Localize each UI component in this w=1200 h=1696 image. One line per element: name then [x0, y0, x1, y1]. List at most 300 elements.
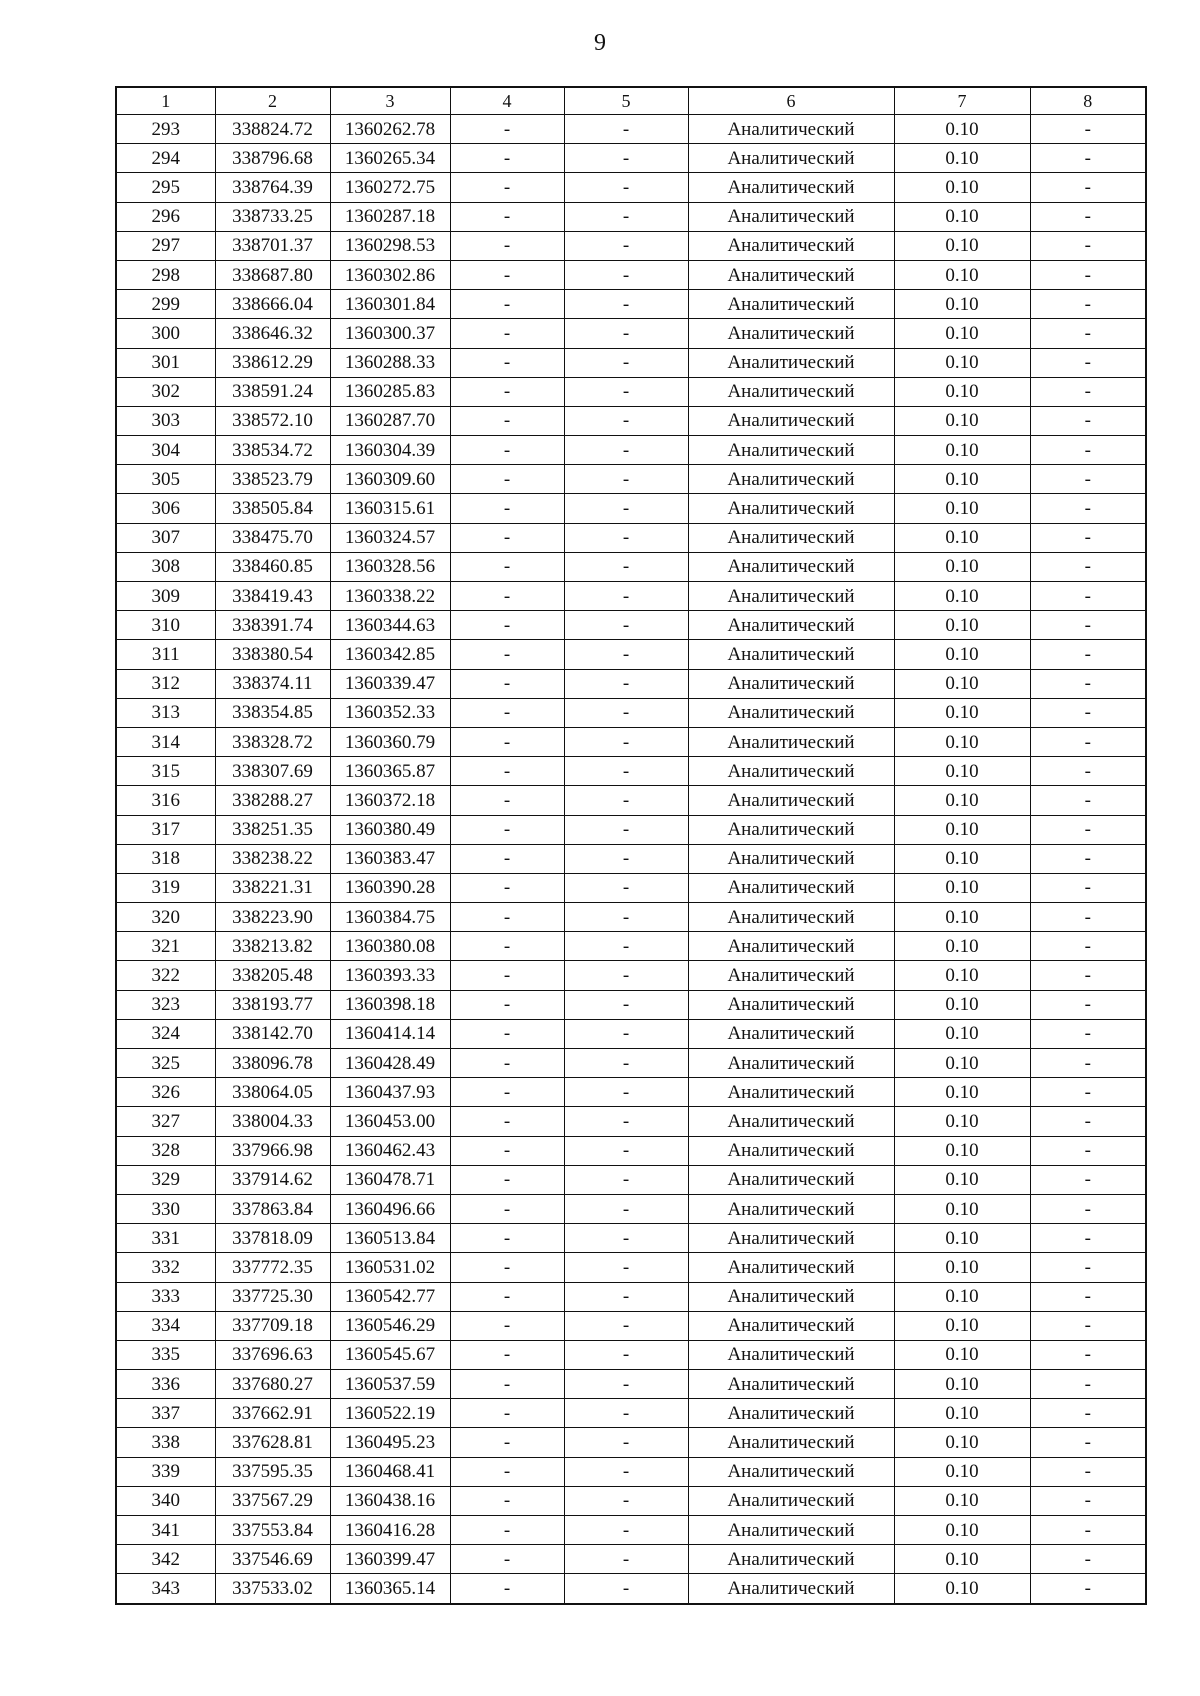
table-cell: 341 [116, 1516, 215, 1545]
table-cell: - [564, 1194, 688, 1223]
table-cell: - [1030, 669, 1146, 698]
table-cell: 0.10 [894, 1194, 1030, 1223]
table-cell: - [450, 1224, 564, 1253]
table-row [116, 1049, 1146, 1078]
table-cell: - [450, 1049, 564, 1078]
table-row [116, 1194, 1146, 1223]
coordinates-table [115, 86, 1147, 1605]
table-cell: 338251.35 [215, 815, 330, 844]
table-cell: Аналитический [688, 1078, 894, 1107]
table-cell: Аналитический [688, 873, 894, 902]
table-cell: 343 [116, 1574, 215, 1604]
table-cell: 0.10 [894, 698, 1030, 727]
table-cell: 338460.85 [215, 552, 330, 581]
table-cell: - [564, 1311, 688, 1340]
table-cell: Аналитический [688, 377, 894, 406]
table-cell: - [564, 1545, 688, 1574]
table-cell: Аналитический [688, 1049, 894, 1078]
table-row [116, 1224, 1146, 1253]
table-cell: 0.10 [894, 727, 1030, 756]
table-row [116, 494, 1146, 523]
table-cell: - [564, 1078, 688, 1107]
table-cell: - [450, 1078, 564, 1107]
table-cell: 0.10 [894, 260, 1030, 289]
table-cell: 337 [116, 1399, 215, 1428]
table-body [116, 115, 1146, 1604]
table-cell: - [564, 1019, 688, 1048]
table-cell: 0.10 [894, 873, 1030, 902]
table-cell: Аналитический [688, 1019, 894, 1048]
table-cell: Аналитический [688, 786, 894, 815]
table-cell: - [450, 1370, 564, 1399]
table-cell: - [564, 1428, 688, 1457]
table-cell: - [564, 1165, 688, 1194]
table-cell: 338733.25 [215, 202, 330, 231]
table-cell: - [1030, 1311, 1146, 1340]
table-row [116, 1078, 1146, 1107]
table-cell: Аналитический [688, 1399, 894, 1428]
table-cell: - [564, 903, 688, 932]
table-cell: 0.10 [894, 990, 1030, 1019]
table-cell: - [564, 1516, 688, 1545]
table-cell: Аналитический [688, 844, 894, 873]
table-cell: 1360542.77 [330, 1282, 450, 1311]
table-cell: 1360380.49 [330, 815, 450, 844]
table-cell: - [450, 231, 564, 260]
table-cell: - [1030, 173, 1146, 202]
column-header: 4 [450, 87, 564, 115]
table-cell: Аналитический [688, 815, 894, 844]
table-cell: 337863.84 [215, 1194, 330, 1223]
table-cell: 0.10 [894, 144, 1030, 173]
table-cell: 319 [116, 873, 215, 902]
table-cell: Аналитический [688, 115, 894, 144]
table-cell: Аналитический [688, 406, 894, 435]
table-row [116, 406, 1146, 435]
table-cell: 0.10 [894, 290, 1030, 319]
table-cell: Аналитический [688, 698, 894, 727]
table-cell: - [1030, 727, 1146, 756]
table-cell: - [1030, 903, 1146, 932]
table-row [116, 144, 1146, 173]
table-cell: - [450, 640, 564, 669]
table-cell: - [564, 1282, 688, 1311]
table-cell: 337818.09 [215, 1224, 330, 1253]
table-cell: 320 [116, 903, 215, 932]
table-cell: 337914.62 [215, 1165, 330, 1194]
table-cell: - [564, 757, 688, 786]
table-cell: 0.10 [894, 669, 1030, 698]
table-row [116, 173, 1146, 202]
table-cell: 337546.69 [215, 1545, 330, 1574]
table-cell: 1360262.78 [330, 115, 450, 144]
table-cell: 1360513.84 [330, 1224, 450, 1253]
table-cell: 330 [116, 1194, 215, 1223]
table-cell: - [564, 1049, 688, 1078]
table-cell: 0.10 [894, 1078, 1030, 1107]
table-cell: - [564, 1107, 688, 1136]
table-cell: 322 [116, 961, 215, 990]
table-cell: 1360342.85 [330, 640, 450, 669]
table-cell: - [1030, 990, 1146, 1019]
table-row [116, 961, 1146, 990]
table-cell: 1360360.79 [330, 727, 450, 756]
table-cell: - [1030, 1165, 1146, 1194]
table-cell: - [564, 873, 688, 902]
table-cell: 0.10 [894, 1457, 1030, 1486]
table-cell: - [564, 1340, 688, 1369]
table-cell: - [564, 932, 688, 961]
table-cell: 1360309.60 [330, 465, 450, 494]
table-cell: Аналитический [688, 523, 894, 552]
table-row [116, 1136, 1146, 1165]
table-cell: 0.10 [894, 582, 1030, 611]
table-cell: - [564, 640, 688, 669]
table-cell: 0.10 [894, 1224, 1030, 1253]
table-cell: - [450, 552, 564, 581]
table-cell: 337595.35 [215, 1457, 330, 1486]
table-cell: 0.10 [894, 1253, 1030, 1282]
table-cell: - [564, 961, 688, 990]
table-cell: - [1030, 523, 1146, 552]
table-row [116, 640, 1146, 669]
column-header: 5 [564, 87, 688, 115]
table-cell: 338591.24 [215, 377, 330, 406]
table-cell: Аналитический [688, 260, 894, 289]
table-cell: 0.10 [894, 1428, 1030, 1457]
table-cell: 1360416.28 [330, 1516, 450, 1545]
table-row [116, 1340, 1146, 1369]
table-cell: 0.10 [894, 1311, 1030, 1340]
table-cell: - [450, 465, 564, 494]
table-cell: 0.10 [894, 1165, 1030, 1194]
table-cell: - [450, 873, 564, 902]
table-row [116, 611, 1146, 640]
table-cell: - [564, 1457, 688, 1486]
table-cell: - [564, 1399, 688, 1428]
table-cell: 0.10 [894, 231, 1030, 260]
table-cell: - [450, 377, 564, 406]
table-cell: 0.10 [894, 1019, 1030, 1048]
table-cell: - [1030, 1078, 1146, 1107]
table-cell: - [1030, 144, 1146, 173]
table-cell: 325 [116, 1049, 215, 1078]
table-cell: 310 [116, 611, 215, 640]
table-cell: 338223.90 [215, 903, 330, 932]
table-cell: Аналитический [688, 582, 894, 611]
table-cell: 1360298.53 [330, 231, 450, 260]
table-cell: - [1030, 640, 1146, 669]
table-cell: 303 [116, 406, 215, 435]
table-cell: 338288.27 [215, 786, 330, 815]
table-row [116, 757, 1146, 786]
table-cell: 328 [116, 1136, 215, 1165]
table-cell: - [450, 1282, 564, 1311]
table-cell: 312 [116, 669, 215, 698]
table-cell: 1360287.18 [330, 202, 450, 231]
table-cell: 1360365.87 [330, 757, 450, 786]
table-row [116, 1165, 1146, 1194]
table-cell: - [564, 406, 688, 435]
table-cell: Аналитический [688, 494, 894, 523]
table-cell: - [450, 523, 564, 552]
table-cell: 299 [116, 290, 215, 319]
table-row [116, 932, 1146, 961]
table-cell: 0.10 [894, 465, 1030, 494]
table-cell: Аналитический [688, 202, 894, 231]
table-cell: - [450, 786, 564, 815]
table-cell: Аналитический [688, 961, 894, 990]
table-cell: 1360384.75 [330, 903, 450, 932]
table-cell: 0.10 [894, 436, 1030, 465]
table-cell: - [1030, 757, 1146, 786]
table-cell: - [1030, 844, 1146, 873]
table-cell: 296 [116, 202, 215, 231]
table-row [116, 523, 1146, 552]
table-cell: Аналитический [688, 1253, 894, 1282]
table-row [116, 1311, 1146, 1340]
table-row [116, 815, 1146, 844]
table-cell: - [450, 1574, 564, 1604]
table-cell: 0.10 [894, 202, 1030, 231]
table-row [116, 1545, 1146, 1574]
table-cell: 1360453.00 [330, 1107, 450, 1136]
page-number: 9 [594, 30, 606, 56]
table-cell: 338646.32 [215, 319, 330, 348]
table-cell: - [450, 582, 564, 611]
table-cell: 315 [116, 757, 215, 786]
table-cell: 1360398.18 [330, 990, 450, 1019]
table-cell: 321 [116, 932, 215, 961]
table-cell: 0.10 [894, 611, 1030, 640]
table-cell: - [1030, 1194, 1146, 1223]
table-cell: - [450, 932, 564, 961]
table-row [116, 202, 1146, 231]
table-row [116, 1019, 1146, 1048]
table-cell: - [450, 1428, 564, 1457]
table-cell: 0.10 [894, 1340, 1030, 1369]
table-cell: - [450, 1457, 564, 1486]
column-header: 1 [116, 87, 215, 115]
table-cell: - [564, 115, 688, 144]
table-cell: 336 [116, 1370, 215, 1399]
table-cell: 338004.33 [215, 1107, 330, 1136]
table-cell: 293 [116, 115, 215, 144]
table-row [116, 1574, 1146, 1604]
table-cell: 0.10 [894, 348, 1030, 377]
table-cell: 338 [116, 1428, 215, 1457]
table-cell: - [1030, 231, 1146, 260]
table-cell: 0.10 [894, 1399, 1030, 1428]
table-cell: 329 [116, 1165, 215, 1194]
table-cell: 334 [116, 1311, 215, 1340]
table-cell: 1360438.16 [330, 1486, 450, 1515]
table-row [116, 698, 1146, 727]
table-cell: - [564, 1253, 688, 1282]
table-cell: - [450, 173, 564, 202]
table-cell: 309 [116, 582, 215, 611]
table-cell: Аналитический [688, 1574, 894, 1604]
table-cell: - [1030, 786, 1146, 815]
table-cell: 1360383.47 [330, 844, 450, 873]
table-row [116, 260, 1146, 289]
table-cell: - [450, 961, 564, 990]
table-row [116, 873, 1146, 902]
table-cell: 1360537.59 [330, 1370, 450, 1399]
table-row [116, 348, 1146, 377]
table-cell: - [450, 1194, 564, 1223]
table-cell: - [1030, 377, 1146, 406]
table-cell: - [450, 1107, 564, 1136]
table-cell: 337772.35 [215, 1253, 330, 1282]
table-cell: Аналитический [688, 990, 894, 1019]
table-cell: - [1030, 1019, 1146, 1048]
table-cell: - [450, 1311, 564, 1340]
table-cell: 326 [116, 1078, 215, 1107]
table-cell: 1360287.70 [330, 406, 450, 435]
table-cell: Аналитический [688, 144, 894, 173]
table-cell: - [1030, 1282, 1146, 1311]
table-cell: 327 [116, 1107, 215, 1136]
table-cell: - [1030, 611, 1146, 640]
table-cell: Аналитический [688, 290, 894, 319]
column-header: 7 [894, 87, 1030, 115]
table-cell: - [564, 786, 688, 815]
table-cell: Аналитический [688, 640, 894, 669]
table-cell: 338764.39 [215, 173, 330, 202]
table-cell: 338419.43 [215, 582, 330, 611]
table-cell: 1360328.56 [330, 552, 450, 581]
table-cell: - [1030, 1574, 1146, 1604]
table-cell: Аналитический [688, 1194, 894, 1223]
table-cell: - [564, 377, 688, 406]
table-cell: - [564, 815, 688, 844]
table-cell: 1360302.86 [330, 260, 450, 289]
table-cell: - [450, 406, 564, 435]
table-cell: 317 [116, 815, 215, 844]
table-cell: 338238.22 [215, 844, 330, 873]
table-cell: 1360462.43 [330, 1136, 450, 1165]
table-cell: 338572.10 [215, 406, 330, 435]
table-cell: - [450, 202, 564, 231]
table-cell: - [564, 1370, 688, 1399]
table-cell: 1360393.33 [330, 961, 450, 990]
table-cell: - [450, 436, 564, 465]
table-cell: - [1030, 1516, 1146, 1545]
table-cell: Аналитический [688, 1136, 894, 1165]
column-header: 6 [688, 87, 894, 115]
table-cell: 1360365.14 [330, 1574, 450, 1604]
table-cell: Аналитический [688, 552, 894, 581]
table-cell: 337628.81 [215, 1428, 330, 1457]
table-cell: - [450, 1340, 564, 1369]
table-cell: 294 [116, 144, 215, 173]
table-cell: 338534.72 [215, 436, 330, 465]
table-cell: - [1030, 932, 1146, 961]
table-cell: 313 [116, 698, 215, 727]
table-cell: - [450, 1136, 564, 1165]
table-cell: - [450, 494, 564, 523]
table-row [116, 1370, 1146, 1399]
table-cell: Аналитический [688, 1224, 894, 1253]
table-cell: - [564, 202, 688, 231]
table-cell: 0.10 [894, 844, 1030, 873]
table-cell: 338142.70 [215, 1019, 330, 1048]
table-cell: 0.10 [894, 1107, 1030, 1136]
table-row [116, 115, 1146, 144]
table-cell: - [564, 523, 688, 552]
table-cell: - [1030, 1253, 1146, 1282]
table-cell: 316 [116, 786, 215, 815]
table-cell: - [450, 669, 564, 698]
table-row [116, 1253, 1146, 1282]
table-cell: - [1030, 1107, 1146, 1136]
table-cell: - [1030, 1224, 1146, 1253]
table-cell: 0.10 [894, 173, 1030, 202]
table-row [116, 1516, 1146, 1545]
table-cell: - [1030, 1136, 1146, 1165]
table-cell: 1360399.47 [330, 1545, 450, 1574]
table-cell: 338391.74 [215, 611, 330, 640]
table-cell: 338221.31 [215, 873, 330, 902]
table-cell: 0.10 [894, 1049, 1030, 1078]
table-cell: - [450, 698, 564, 727]
table-cell: 0.10 [894, 932, 1030, 961]
table-cell: - [564, 260, 688, 289]
table-cell: Аналитический [688, 1545, 894, 1574]
table-cell: - [564, 611, 688, 640]
table-cell: - [450, 260, 564, 289]
table-cell: - [1030, 406, 1146, 435]
table-cell: 1360288.33 [330, 348, 450, 377]
table-cell: - [564, 1574, 688, 1604]
table-cell: - [450, 611, 564, 640]
table-cell: 338213.82 [215, 932, 330, 961]
table-cell: - [1030, 961, 1146, 990]
table-cell: Аналитический [688, 1486, 894, 1515]
table-row [116, 1107, 1146, 1136]
table-cell: 0.10 [894, 406, 1030, 435]
table-cell: - [450, 1253, 564, 1282]
table-cell: - [564, 436, 688, 465]
table-cell: - [564, 669, 688, 698]
table-cell: 0.10 [894, 903, 1030, 932]
table-row [116, 990, 1146, 1019]
table-cell: 1360478.71 [330, 1165, 450, 1194]
table-cell: - [564, 231, 688, 260]
table-cell: 0.10 [894, 640, 1030, 669]
table-cell: - [1030, 494, 1146, 523]
table-cell: Аналитический [688, 669, 894, 698]
table-cell: 0.10 [894, 494, 1030, 523]
column-header: 3 [330, 87, 450, 115]
table-row [116, 231, 1146, 260]
table-cell: 311 [116, 640, 215, 669]
table-cell: - [564, 698, 688, 727]
table-row [116, 786, 1146, 815]
table-cell: 298 [116, 260, 215, 289]
table-cell: Аналитический [688, 231, 894, 260]
table-cell: 1360272.75 [330, 173, 450, 202]
table-cell: Аналитический [688, 611, 894, 640]
table-cell: - [564, 144, 688, 173]
column-header: 2 [215, 87, 330, 115]
table-cell: 1360300.37 [330, 319, 450, 348]
table-row [116, 465, 1146, 494]
table-cell: 339 [116, 1457, 215, 1486]
table-cell: 1360546.29 [330, 1311, 450, 1340]
table-cell: Аналитический [688, 727, 894, 756]
